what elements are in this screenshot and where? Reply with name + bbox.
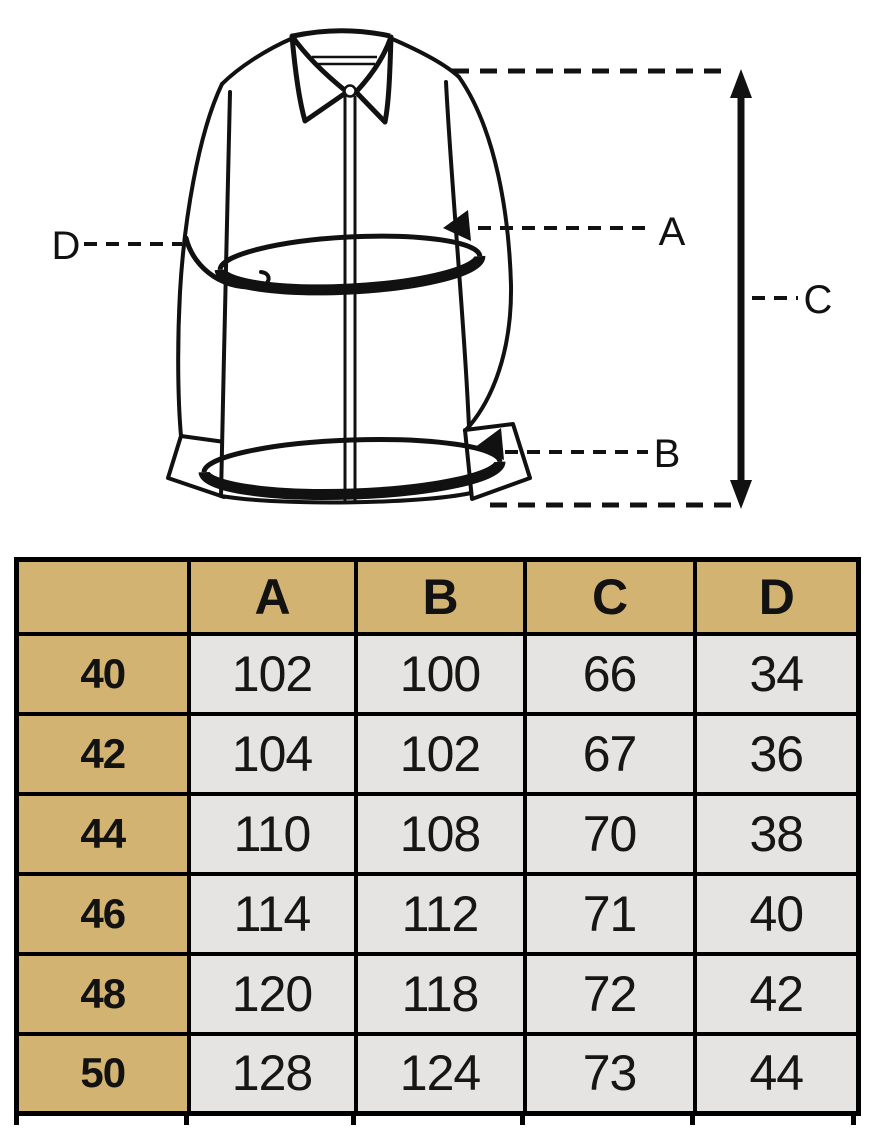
header-cell-b: B [356, 560, 525, 634]
table-row [17, 874, 859, 954]
measurement-cell: 102 [356, 714, 525, 794]
size-cell: 46 [17, 874, 189, 954]
arrow-up-icon [730, 69, 752, 98]
header-cell-blank [17, 560, 189, 634]
size-cell: 42 [17, 714, 189, 794]
shirt-measurement-diagram [0, 0, 870, 557]
measurement-cell: 44 [695, 1034, 859, 1114]
measurement-cell: 38 [695, 794, 859, 874]
diagram-label-a: A [658, 210, 686, 254]
diagram-label-b: B [653, 432, 681, 476]
measurement-cell: 100 [356, 634, 525, 714]
measurement-cell: 40 [695, 874, 859, 954]
measurement-cell: 102 [189, 634, 356, 714]
border-stub [690, 1116, 695, 1125]
measurement-cell: 36 [695, 714, 859, 794]
size-cell: 48 [17, 954, 189, 1034]
table-row [17, 1034, 859, 1114]
cropped-row-border-stubs [0, 1116, 870, 1125]
measurement-cell: 72 [525, 954, 695, 1034]
measurement-cell: 128 [189, 1034, 356, 1114]
size-cell: 40 [17, 634, 189, 714]
measurement-cell: 110 [189, 794, 356, 874]
measurement-cell: 34 [695, 634, 859, 714]
measurement-cell: 67 [525, 714, 695, 794]
size-cell: 50 [17, 1034, 189, 1114]
measurement-cell: 70 [525, 794, 695, 874]
header-cell-a: A [189, 560, 356, 634]
header-cell-c: C [525, 560, 695, 634]
measurement-cell: 118 [356, 954, 525, 1034]
measurement-cell: 114 [189, 874, 356, 954]
measurement-cell: 112 [356, 874, 525, 954]
table-row [17, 634, 859, 714]
table-row [17, 954, 859, 1034]
arrow-down-icon [730, 480, 752, 509]
measurement-cell: 73 [525, 1034, 695, 1114]
diagram-label-c: C [803, 278, 833, 322]
border-stub [851, 1116, 856, 1125]
border-stub [184, 1116, 189, 1125]
measurement-cell: 66 [525, 634, 695, 714]
shirt-diagram-svg [0, 0, 870, 557]
measurement-cell: 42 [695, 954, 859, 1034]
measurement-cell: 104 [189, 714, 356, 794]
size-chart-table [14, 557, 861, 1116]
measurement-cell: 108 [356, 794, 525, 874]
collar-button [345, 86, 356, 97]
table-row [17, 714, 859, 794]
border-stub [520, 1116, 525, 1125]
table-row [17, 794, 859, 874]
size-cell: 44 [17, 794, 189, 874]
diagram-label-d: D [51, 224, 81, 268]
table-header-row [17, 560, 859, 634]
header-cell-d: D [695, 560, 859, 634]
length-arrow [730, 69, 752, 509]
measurement-cell: 71 [525, 874, 695, 954]
measurement-cell: 120 [189, 954, 356, 1034]
border-stub [351, 1116, 356, 1125]
border-stub [14, 1116, 19, 1125]
measurement-cell: 124 [356, 1034, 525, 1114]
